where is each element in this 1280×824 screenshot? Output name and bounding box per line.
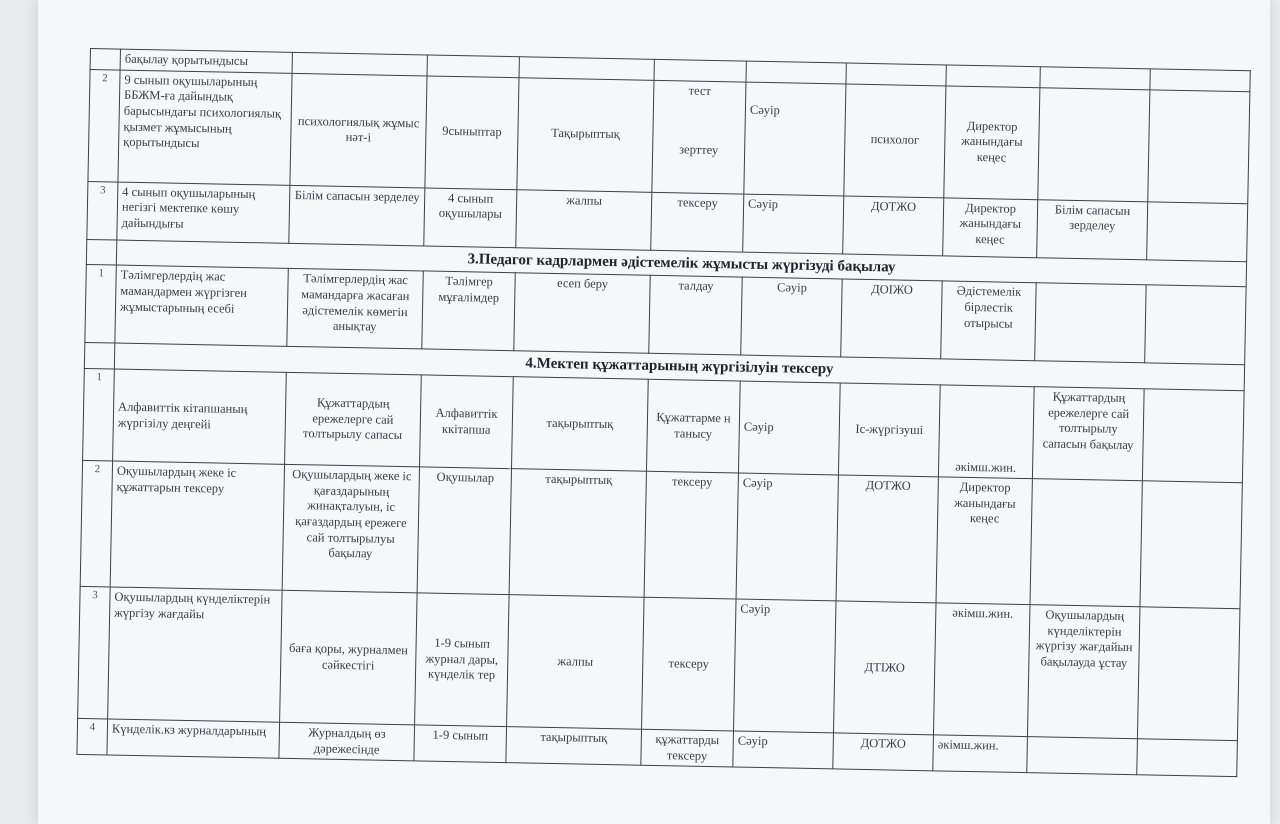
cell-responsible: Іс-жүргізуші [838, 383, 940, 477]
table-row [88, 69, 1250, 203]
cell-result: Білім сапасын зерделеу [1037, 199, 1148, 259]
cell-type: тақырыптық [506, 727, 642, 766]
cell-purpose: психологиялық жұмыс нәт-і [290, 73, 427, 188]
cell-method: Құжаттарме н танысу [646, 379, 740, 473]
cell-result: Оқушылардың күнделіктерін жүргізу жағдайын бақылауда ұстау [1027, 605, 1140, 739]
cell-object: Тәлімгер мұғалімдер [422, 271, 515, 351]
cell-month-text: Сәуір [749, 102, 780, 117]
cell-purpose: Тәлімгерлердің жас мамандарға жасаған әдістемелік көмегін анықтау [287, 269, 423, 350]
control-plan-table [76, 48, 1250, 778]
cell-result [1027, 737, 1138, 775]
cell-review: әкімш.жин. [938, 385, 1034, 479]
cell-review: Директор жанындағы кеңес [943, 198, 1038, 258]
cell-month: Сәуір [733, 731, 834, 769]
cell-purpose: Оқушылардың жеке іс қағаздарының жинақталуын, іс қағаздардың ережеге сай толтырылуы бақылау [282, 464, 419, 593]
cell-subject: 9 сынып оқушыларының ББЖМ-ға дайындық барысындағы психологиялық қызмет жұмысының қорытындысы [118, 70, 292, 185]
cell-object: 1-9 сынып [414, 725, 507, 763]
cell-month: Сәуір [738, 381, 840, 475]
num-cell: 1 [83, 369, 115, 462]
cell-responsible: ДОТЖО [836, 475, 938, 603]
cell-responsible: ДТІЖО [833, 601, 936, 735]
section-title: 4.Мектеп құжаттарының жүргізілуін тексеру [114, 343, 1244, 390]
cell-purpose: баға қоры, журналмен сәйкестігі [280, 590, 418, 725]
cell-result: Құжаттардың ережелерге сай толтырылу сапасын бақылау [1032, 387, 1144, 481]
num-cell [90, 49, 120, 70]
cell-review: Директор жанындағы кеңес [936, 477, 1032, 605]
cell-type: есеп беру [514, 273, 650, 354]
cell-method: талдау [649, 276, 742, 356]
cell-subject: 4 сынып оқушыларының негізгі мектепке көшу дайындығы [117, 182, 290, 243]
cell-month: Сәуір [734, 599, 837, 733]
num-cell: 2 [80, 461, 112, 588]
num-cell: 4 [77, 719, 108, 756]
cell-method: тексеру [642, 597, 737, 731]
cell-method-main: зерттеу [679, 142, 719, 158]
cell-subject: Тәлімгерлердің жас мамандармен жүргізген жұмыстарының есебі [115, 265, 288, 346]
cell-responsible: ДОТЖО [843, 196, 944, 256]
cell-method-top: тест [688, 83, 712, 98]
cell-type: жалпы [507, 595, 645, 730]
cell-type: Тақырыптық [517, 77, 654, 192]
table-row [80, 461, 1242, 609]
cell-object: Алфавиттік ккітапша [420, 375, 514, 469]
cell-method: тексеру [644, 471, 738, 599]
cell-type: тақырыптық [511, 377, 648, 472]
cell-object: 1-9 сынып журнал дары, күнделік тер [415, 593, 510, 727]
section-title: 3.Педагог кадрлармен әдістемелік жұмысты жүргізуді бақылау [116, 240, 1246, 287]
cell-month: Сәуір [741, 277, 842, 357]
cell-month: Сәуір [743, 194, 844, 254]
table-row [78, 587, 1240, 741]
cell-type: жалпы [516, 189, 652, 250]
cell-review: Әдістемелік бірлестік отырысы [941, 281, 1036, 361]
cell-type: тақырыптық [509, 469, 646, 598]
cell-result [1030, 479, 1142, 607]
cell-subject: бақылау қорытындысы [120, 49, 292, 73]
num-cell: 3 [87, 181, 118, 240]
cell-purpose: Журналдың өз дәрежесінде [279, 722, 415, 761]
cell-result [1038, 87, 1150, 201]
num-cell: 1 [85, 265, 116, 344]
cell-month: Сәуір [736, 473, 838, 601]
paper-sheet [38, 0, 1270, 824]
cell-review: әкімш.жин. [933, 735, 1028, 773]
cell-responsible: ДОТЖО [833, 733, 934, 771]
cell-review: Директор жанындағы кеңес [944, 86, 1040, 200]
cell-object: 9сыныптар [425, 76, 519, 190]
cell-responsible: ДОІЖО [841, 279, 942, 359]
cell-subject: Оқушылардың күнделіктерін жүргізу жағдайы [108, 587, 283, 722]
cell-responsible: психолог [844, 84, 946, 198]
cell-method: құжаттарды тексеру [641, 729, 734, 767]
cell-subject: Оқушылардың жеке іс құжаттарын тексеру [110, 461, 284, 590]
cell-review: әкімш.жин. [933, 603, 1030, 737]
cell-subject: Күнделік.кз журналдарының [107, 719, 280, 759]
cell-purpose: Білім сапасын зерделеу [289, 185, 425, 246]
num-cell: 3 [78, 587, 111, 720]
cell-result [1035, 283, 1146, 363]
cell-object: 4 сынып оқушылары [424, 188, 517, 248]
cell-object: Оқушылар [417, 467, 511, 595]
cell-subject: Алфавиттік кітапшаның жүргізілу деңгейі [113, 369, 287, 464]
cell-month [744, 82, 846, 196]
cell-method: тексеру [651, 192, 744, 252]
num-cell: 2 [88, 69, 120, 182]
document-page [76, 48, 1266, 800]
cell-method [652, 80, 746, 194]
cell-purpose: Құжаттардың ережелерге сай толтырылу сапасы [285, 372, 422, 467]
